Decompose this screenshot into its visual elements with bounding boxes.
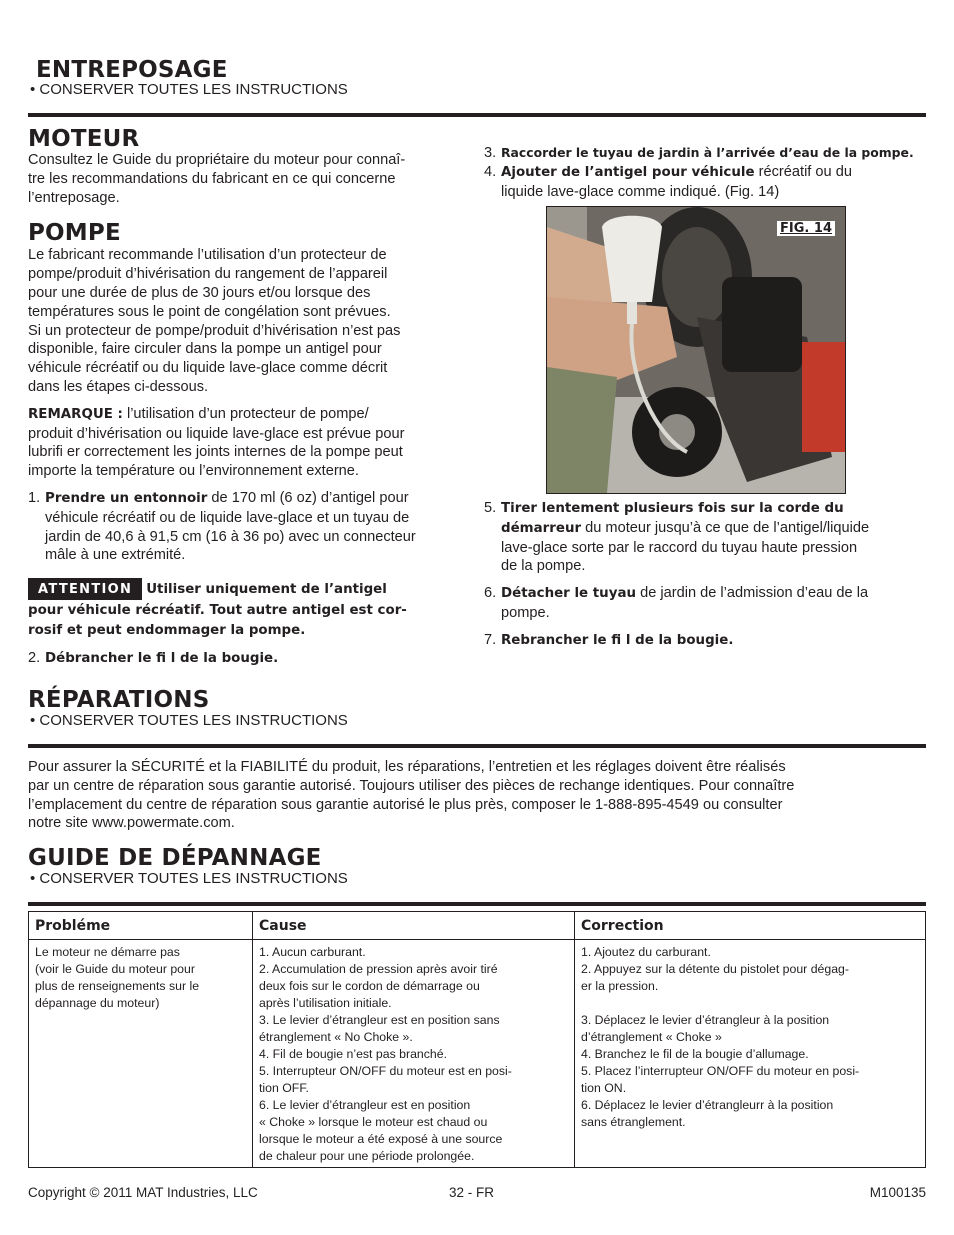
text-line: températures sous le point de congélation sont prévues. [28,303,391,320]
right-column [484,144,929,201]
step-2 [28,649,473,669]
text-line: véhicule récréatif ou du liquide lave-glace comme décrit [28,360,388,377]
text-line: dans les étapes ci-dessous. [28,378,209,395]
step-number: 7. [484,631,497,648]
text-line: mâle à une extrémité. [45,547,186,564]
document-code: M100135 [869,1185,926,1200]
repairs-title: RÉPARATIONS [28,687,210,713]
repairs-paragraph [28,758,928,833]
motor-title: MOTEUR [28,126,140,152]
text-line: après l’utilisation initiale. [259,996,392,1010]
text-line: Utiliser uniquement de l’antigel [146,582,387,598]
note-label: REMARQUE : [28,406,123,422]
text-line: étranglement « No Choke ». [259,1030,413,1044]
text-line: lubrifi er correctement les joints internes de la pompe peut [28,444,403,461]
table-header-row [29,912,926,940]
step-number: 1. [28,489,41,506]
step-7 [484,631,929,651]
attention-badge: ATTENTION [28,578,142,600]
text-line: jardin de 40,6 à 91,5 cm (16 à 36 po) avec un connecteur [45,528,416,545]
text-line: 3. Le levier d’étrangleur est en position sans [259,1013,500,1027]
text-line: 3. Déplacez le levier d’étrangleur à la position [581,1013,830,1027]
text-line: Pour assurer la SÉCURITÉ et la FIABILITÉ du produit, les réparations, l’entretien et les réglages doivent être réalisés [28,759,786,775]
step-5 [484,499,929,576]
text-line: pompe. [501,604,550,621]
text-line: de jardin de l’admission d’eau de la [636,585,869,602]
pump-paragraph [28,246,473,396]
text-line: récréatif ou du [754,163,852,180]
text-line: « Choke » lorsque le moteur est chaud ou [259,1115,488,1129]
text-line: 4. Fil de bougie n’est pas branché. [259,1047,447,1061]
text-line: rosif et peut endommager la pompe. [28,623,306,639]
text-line: tion ON. [581,1081,627,1095]
section-rule [28,902,926,906]
pump-title: POMPE [28,220,121,247]
right-column-lower [484,499,929,651]
text-line: 5. Interrupteur ON/OFF du moteur est en posi- [259,1064,512,1078]
step-bold: Détacher le tuyau [501,586,637,602]
step-number: 3. [484,145,497,161]
section-rule [28,113,926,117]
header-problem: Probléme [29,912,253,940]
text-line: disponible, faire circuler dans la pompe un antigel pour [28,341,382,358]
problem-cell [29,940,253,1168]
text-line: 1. Aucun carburant. [259,945,366,959]
text-line: pompe/produit d’hivérisation du rangement de l’appareil [28,266,388,283]
text-line: produit d’hivérisation ou liquide lave-glace est prévue pour [28,425,405,442]
text-line: d’étranglement « Choke » [581,1030,722,1044]
text-line: Si un protecteur de pompe/produit d’hivérisation n’est pas [28,322,401,339]
text-line: par un centre de réparation sous garantie autorisé. Toujours utiliser des pièces de rechange identiques. Pour connaître [28,777,795,794]
text-line: l’utilisation d’un protecteur de pompe/ [122,405,369,422]
troubleshooting-subtitle: • CONSERVER TOUTES LES INSTRUCTIONS [30,870,348,887]
cause-cell [253,940,575,1168]
text-line: lave-glace sorte par le raccord du tuyau haute pression [501,539,858,556]
troubleshooting-title: GUIDE DE DÉPANNAGE [28,845,322,871]
text-line: 4. Branchez le fil de la bougie d’allumage. [581,1047,809,1061]
pump-note [28,405,473,481]
text-line: l’emplacement du centre de réparation sous garantie autorisé le plus près, composer le 1-888-895-4549 ou consulter [28,796,783,813]
antifreeze-funnel-illustration [547,207,845,493]
correction-cell [575,940,926,1168]
text-line: er la pression. [581,979,659,993]
figure-label: FIG. 14 [777,221,835,236]
step-bold: Ajouter de l’antigel pour véhicule [501,164,755,180]
left-column [28,126,473,669]
figure-14-photo [546,206,846,494]
step-bold: Débrancher le fi l de la bougie. [45,651,279,667]
step-bold: Raccorder le tuyau de jardin à l’arrivée d’eau de la pompe. [501,145,914,160]
text-line: Le moteur ne démarre pas [35,945,180,959]
header-cause: Cause [253,912,575,940]
text-line: lorsque le moteur a été exposé à une source [259,1132,503,1146]
text-line: 2. Accumulation de pression après avoir tiré [259,962,498,976]
storage-title: ENTREPOSAGE [36,57,228,83]
section-rule [28,744,926,748]
step-4 [484,163,929,202]
text-line: tion OFF. [259,1081,309,1095]
text-line: de chaleur pour une période prolongée. [259,1149,475,1163]
attention-block [28,578,473,640]
step-6 [484,584,929,623]
page-number: 32 - FR [449,1185,495,1200]
table-row [29,940,926,1168]
text-line: Le fabricant recommande l’utilisation d’un protecteur de [28,247,387,264]
text-line: plus de renseignements sur le [35,979,200,993]
text-line: de 170 ml (6 oz) d’antigel pour [207,489,409,506]
text-line: véhicule récréatif ou de liquide lave-glace et un tuyau de [45,509,410,526]
text-line: pour véhicule récréatif. Tout autre antigel est cor- [28,603,407,619]
step-bold: démarreur [501,520,582,536]
text-line [581,995,919,1012]
step-bold: Prendre un entonnoir [45,490,208,506]
text-line: 1. Ajoutez du carburant. [581,945,711,959]
storage-subtitle: • CONSERVER TOUTES LES INSTRUCTIONS [30,81,348,98]
text-line: sans étranglement. [581,1115,686,1129]
copyright-text: Copyright © 2011 MAT Industries, LLC [28,1185,258,1200]
text-line: liquide lave-glace comme indiqué. (Fig. 14) [501,183,780,200]
step-number: 6. [484,585,497,602]
step-number: 5. [484,500,497,516]
text-line: 2. Appuyez sur la détente du pistolet pour dégag- [581,962,849,976]
step-number: 2. [28,650,41,667]
text-line: 6. Déplacez le levier d’étrangleurr à la position [581,1098,834,1112]
repairs-subtitle: • CONSERVER TOUTES LES INSTRUCTIONS [30,712,348,729]
text-line: (voir le Guide du moteur pour [35,962,195,976]
text-line: dépannage du moteur) [35,996,160,1010]
text-line: 6. Le levier d’étrangleur est en position [259,1098,471,1112]
text-line: l’entreposage. [28,189,120,206]
text-line: 5. Placez l’interrupteur ON/OFF du moteur en posi- [581,1064,860,1078]
text-line: pour une durée de plus de 30 jours et/ou lorsque des [28,284,371,301]
step-number: 4. [484,163,497,180]
text-line: importe la température ou l’environnement externe. [28,463,359,480]
text-line: du moteur jusqu’à ce que de l’antigel/liquide [581,519,870,536]
step-1 [28,489,473,565]
text-line: Consultez le Guide du propriétaire du moteur pour connaî- [28,152,406,168]
motor-text [28,151,473,207]
troubleshooting-table [28,911,926,1168]
header-correction: Correction [575,912,926,940]
text-line: de la pompe. [501,558,586,575]
text-line: deux fois sur le cordon de démarrage ou [259,979,480,993]
step-3 [484,144,929,163]
step-bold: Rebrancher le fi l de la bougie. [501,632,734,648]
text-line: notre site www.powermate.com. [28,815,235,832]
step-bold: Tirer lentement plusieurs fois sur la corde du [501,501,844,516]
text-line: tre les recommandations du fabricant en ce qui concerne [28,170,396,187]
